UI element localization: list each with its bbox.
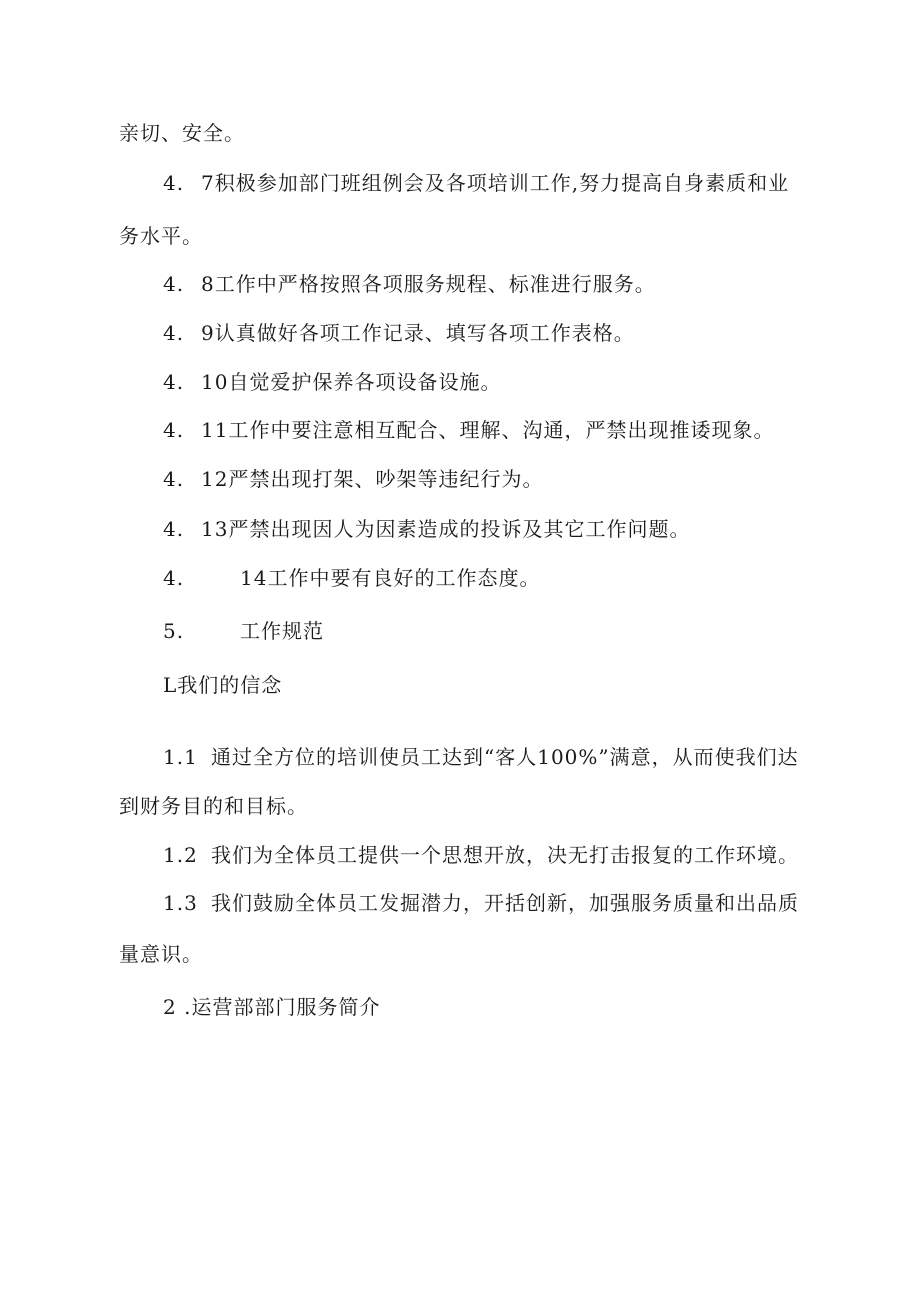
list-item [163, 842, 799, 868]
list-item [163, 369, 501, 395]
text-line [119, 223, 203, 249]
list-item [163, 744, 799, 770]
list-item [163, 170, 789, 196]
item-text: 11工作中要注意相互配合、理解、沟通，严禁出现推诿现象。 [201, 418, 775, 442]
item-text: 9认真做好各项工作记录、填写各项工作表格。 [201, 321, 635, 345]
item-number: 4. [163, 566, 185, 590]
item-text: 7积极参加部门班组例会及各项培训工作,努力提高自身素质和业 [201, 171, 790, 195]
item-text: 8工作中严格按照各项服务规程、标准进行服务。 [201, 272, 656, 296]
item-text: 13严禁出现因人为因素造成的投诉及其它工作问题。 [201, 517, 691, 541]
section-heading [163, 618, 324, 644]
list-item [163, 320, 635, 346]
paragraph-text: 亲切、安全。 [119, 121, 245, 145]
text-line [119, 793, 308, 819]
section-title: 工作规范 [240, 619, 324, 643]
list-item [163, 516, 690, 542]
paragraph-text: 到财务目的和目标。 [119, 794, 308, 818]
item-number: 1.3 [163, 891, 198, 915]
text-line [119, 941, 203, 967]
item-number: 4. [163, 418, 185, 442]
list-item [163, 565, 540, 591]
item-text: 10自觉爱护保养各项设备设施。 [201, 370, 502, 394]
item-number: 4. [163, 171, 185, 195]
item-number: 4. [163, 467, 185, 491]
item-text: 我们为全体员工提供一个思想开放，决无打击报复的工作环境。 [211, 843, 799, 867]
subsection-heading [163, 672, 282, 698]
item-number: 4. [163, 272, 185, 296]
item-text: 12严禁出现打架、吵架等违纪行为。 [201, 467, 544, 491]
list-item [163, 890, 799, 916]
item-text: 14工作中要有良好的工作态度。 [240, 566, 541, 590]
item-number: 4. [163, 370, 185, 394]
paragraph-text: 量意识。 [119, 942, 203, 966]
item-number: 4. [163, 517, 185, 541]
list-item [163, 271, 656, 297]
list-item [163, 466, 543, 492]
item-number: 1.2 [163, 843, 198, 867]
section-heading [163, 994, 380, 1020]
list-item [163, 417, 774, 443]
section-title: 2 .运营部部门服务简介 [163, 995, 381, 1019]
subsection-title: L我们的信念 [163, 673, 283, 697]
item-number: 1.1 [163, 745, 198, 769]
item-number: 4. [163, 321, 185, 345]
section-number: 5. [163, 619, 185, 643]
text-line [119, 120, 245, 146]
item-text: 通过全方位的培训使员工达到“客人100%”满意，从而使我们达 [211, 745, 799, 769]
paragraph-text: 务水平。 [119, 224, 203, 248]
item-text: 我们鼓励全体员工发掘潜力，开括创新，加强服务质量和出品质 [211, 891, 799, 915]
